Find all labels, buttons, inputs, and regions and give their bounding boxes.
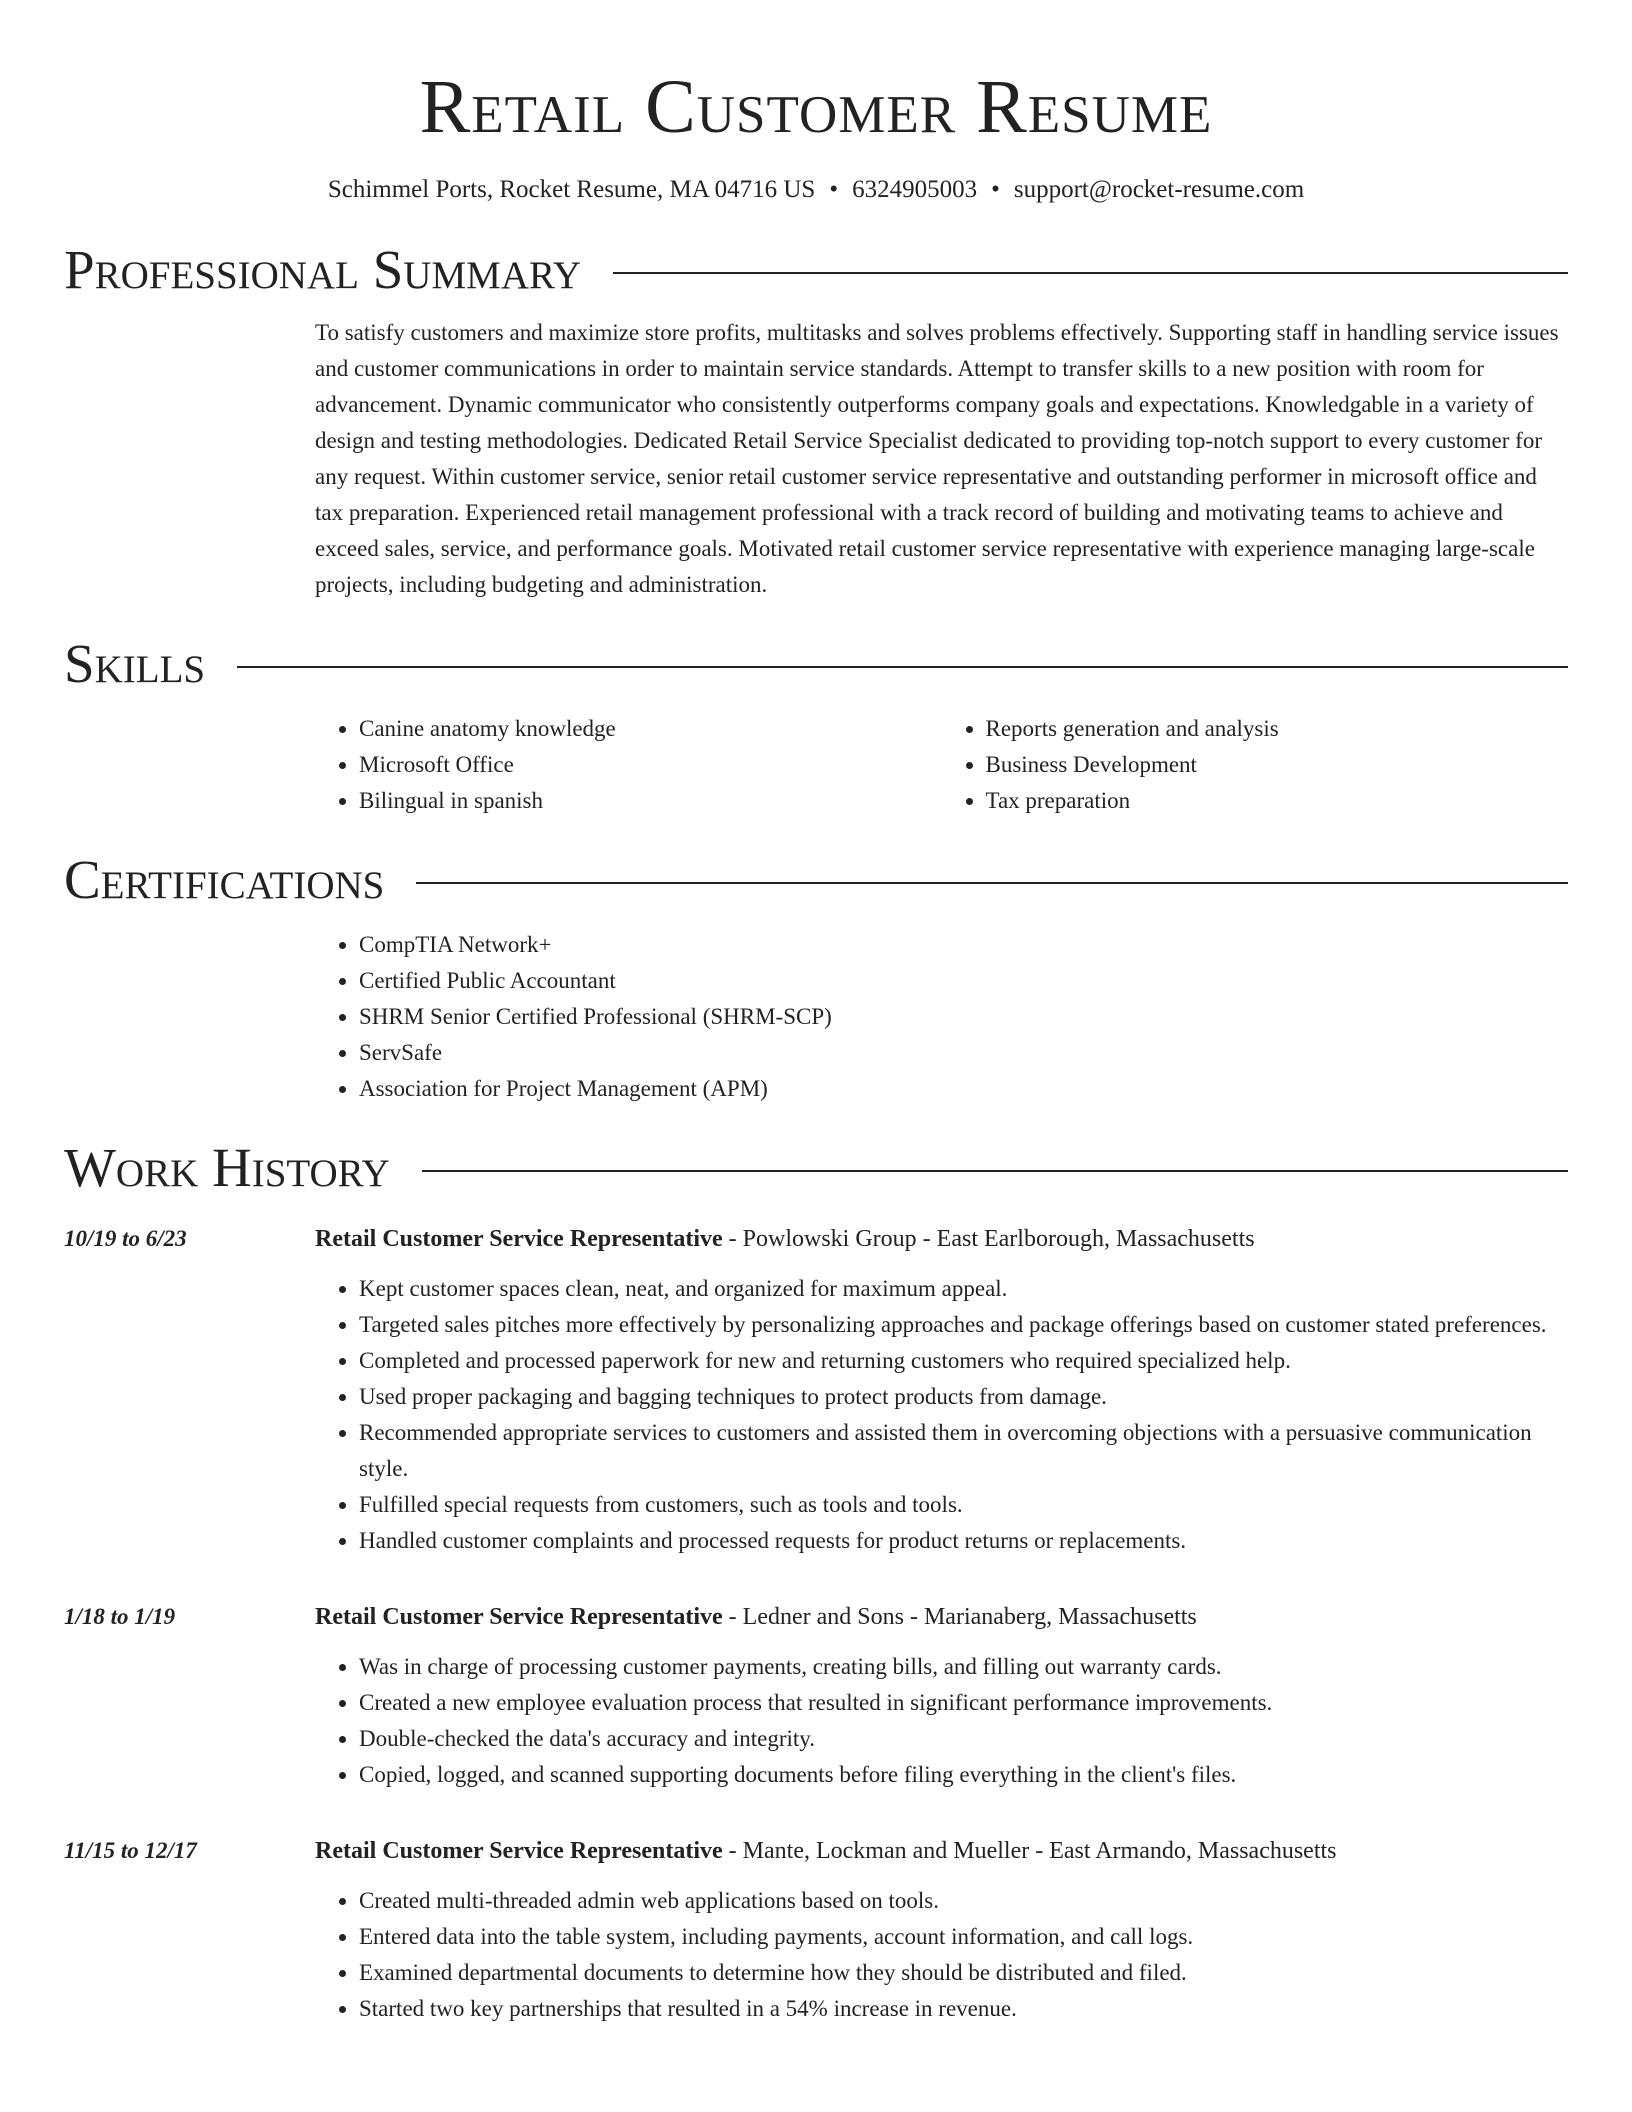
section-header-certifications	[64, 845, 1568, 915]
work-bullet: • Kept customer spaces clean, neat, and organized for maximum appeal.	[359, 1271, 1568, 1307]
job-company: - Mante, Lockman and Mueller - East Armando, Massachusetts	[722, 1838, 1337, 1864]
work-bullet: • Was in charge of processing customer payments, creating bills, and filling out warranty cards.	[359, 1649, 1568, 1685]
certification-item: • Certified Public Accountant	[359, 963, 1568, 999]
contact-separator: •	[829, 176, 839, 203]
job-title: Retail Customer Service Representative	[315, 1226, 723, 1252]
work-bullets	[315, 1649, 1568, 1793]
work-bullet: • Used proper packaging and bagging techniques to protect products from damage.	[359, 1379, 1568, 1415]
work-bullet: • Created a new employee evaluation process that resulted in significant performance improvements.	[359, 1685, 1568, 1721]
skill-item: • Bilingual in spanish	[359, 783, 942, 819]
work-bullet: • Examined departmental documents to determine how they should be distributed and filed.	[359, 1955, 1568, 1991]
work-bullet: • Fulfilled special requests from customers, such as tools and tools.	[359, 1487, 1568, 1523]
section-divider	[613, 272, 1568, 274]
skill-item: • Business Development	[986, 747, 1569, 783]
section-header-summary	[64, 235, 1568, 305]
section-divider	[237, 666, 1568, 668]
work-bullet: • Created multi-threaded admin web applications based on tools.	[359, 1883, 1568, 1919]
section-title-summary: Professional Summary	[64, 239, 582, 300]
section-title-certifications: Certifications	[64, 849, 385, 910]
certification-item: • SHRM Senior Certified Professional (SHRM-SCP)	[359, 999, 1568, 1035]
skill-item: • Canine anatomy knowledge	[359, 711, 942, 747]
contact-phone: 6324905003	[852, 176, 978, 203]
work-bullet: • Double-checked the data's accuracy and integrity.	[359, 1721, 1568, 1757]
section-divider	[422, 1170, 1568, 1172]
section-divider	[416, 882, 1568, 884]
resume-title: Retail Customer Resume	[419, 65, 1213, 149]
skill-item: • Reports generation and analysis	[986, 711, 1569, 747]
work-bullets	[315, 1883, 1568, 2027]
section-title-skills: Skills	[64, 633, 206, 694]
skills-list	[315, 711, 1568, 819]
job-title: Retail Customer Service Representative	[315, 1604, 723, 1630]
work-dates: 10/19 to 6/23	[64, 1226, 187, 1251]
work-dates: 11/15 to 12/17	[64, 1838, 197, 1863]
skill-item: • Tax preparation	[986, 783, 1569, 819]
summary-text: To satisfy customers and maximize store profits, multitasks and solves problems effectively. Supporting staff in handling service issues and customer communications in order to maintain service standards. Attempt to transfer skills to a new position with room for advancement. Dynamic communicator who consistently outperforms company goals and expectations. Knowledgable in a variety of design and testing methodologies. Dedicated Retail Service Specialist dedicated to providing top-notch support to every customer for any request. Within customer service, senior retail customer service representative and outstanding performer in microsoft office and tax preparation. Experienced retail management professional with a track record of building and motivating teams to achieve and exceed sales, service, and performance goals. Motivated retail customer service representative with experience managing large-scale projects, including budgeting and administration.	[315, 320, 1559, 597]
contact-address: Schimmel Ports, Rocket Resume, MA 04716 US	[327, 176, 816, 203]
skill-item: • Microsoft Office	[359, 747, 942, 783]
work-heading	[315, 1593, 1568, 1635]
work-dates: 1/18 to 1/19	[64, 1604, 176, 1629]
job-title: Retail Customer Service Representative	[315, 1838, 723, 1864]
work-bullets	[315, 1271, 1568, 1559]
contact-separator: •	[991, 176, 1000, 203]
work-details	[315, 1215, 1568, 1559]
work-bullet: • Recommended appropriate services to customers and assisted them in overcoming objections with a persuasive communication style.	[359, 1415, 1568, 1487]
contact-line	[64, 174, 1568, 206]
section-header-work-history	[64, 1133, 1568, 1203]
work-heading	[315, 1215, 1568, 1257]
work-entry	[64, 1827, 1568, 2027]
work-entry	[64, 1215, 1568, 1559]
job-company: - Powlowski Group - East Earlborough, Massachusetts	[722, 1226, 1255, 1252]
work-details	[315, 1593, 1568, 1793]
work-bullet: • Entered data into the table system, including payments, account information, and call logs.	[359, 1919, 1568, 1955]
certification-item: • CompTIA Network+	[359, 927, 1568, 963]
section-title-work-history: Work History	[64, 1137, 390, 1198]
certification-item: • Association for Project Management (APM)	[359, 1071, 1568, 1107]
job-company: - Ledner and Sons - Marianaberg, Massachusetts	[722, 1604, 1197, 1630]
skills-column-right	[942, 711, 1569, 819]
work-details	[315, 1827, 1568, 2027]
work-heading	[315, 1827, 1568, 1869]
contact-email: support@rocket-resume.com	[1013, 176, 1305, 203]
work-bullet: • Targeted sales pitches more effectively by personalizing approaches and package offerings based on customer stated preferences.	[359, 1307, 1568, 1343]
work-bullet: • Started two key partnerships that resulted in a 54% increase in revenue.	[359, 1991, 1568, 2027]
work-bullet: • Copied, logged, and scanned supporting documents before filing everything in the client's files.	[359, 1757, 1568, 1793]
work-bullet: • Completed and processed paperwork for new and returning customers who required specialized help.	[359, 1343, 1568, 1379]
section-header-skills	[64, 629, 1568, 699]
certification-item: • ServSafe	[359, 1035, 1568, 1071]
work-entry	[64, 1593, 1568, 1793]
certifications-list	[315, 927, 1568, 1107]
work-bullet: • Handled customer complaints and processed requests for product returns or replacements.	[359, 1523, 1568, 1559]
skills-column-left	[315, 711, 942, 819]
resume-page	[64, 0, 1568, 2027]
